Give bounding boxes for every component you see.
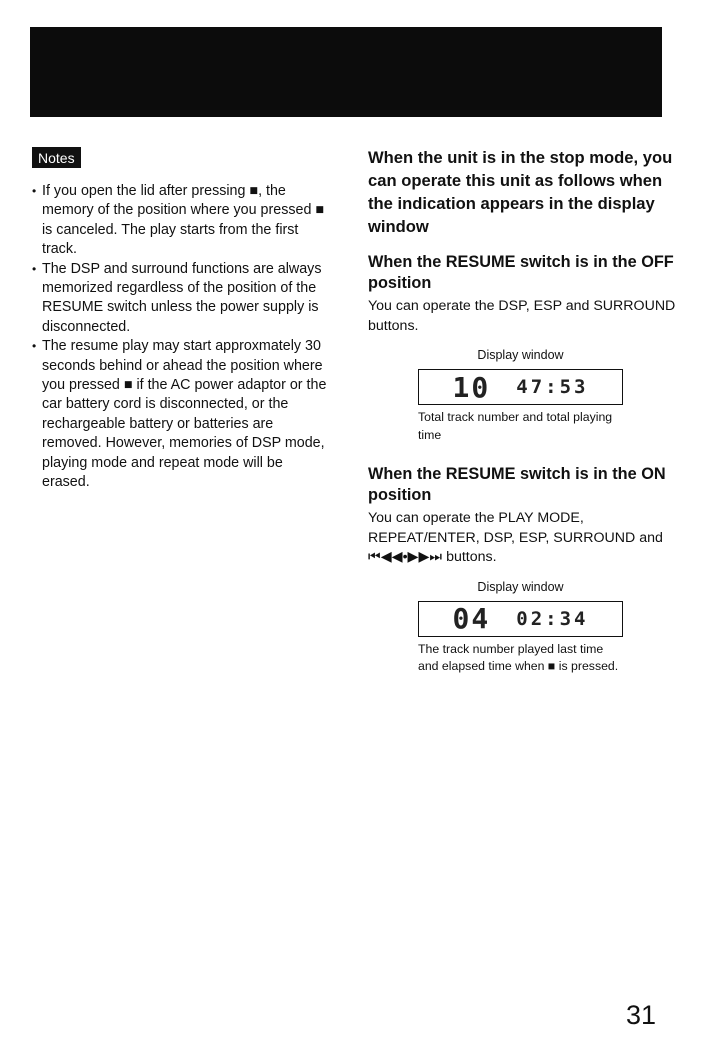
lcd-time: 02:34 bbox=[516, 607, 589, 630]
off-position-section bbox=[368, 252, 678, 444]
off-position-text: You can operate the DSP, ESP and SURROUND buttons. bbox=[368, 298, 676, 334]
note-item: • If you open the lid after pressing ■, the memory of the position where you pressed ■ is canceled. The play starts from the first track. bbox=[32, 182, 332, 260]
on-position-section bbox=[368, 464, 678, 676]
lcd-time: 47:53 bbox=[516, 376, 589, 398]
on-position-text: You can operate the PLAY MODE, REPEAT/ENTER, DSP, ESP, SURROUND and ⏮◀◀•▶▶⏭ buttons. bbox=[368, 510, 663, 565]
lcd-track-number: 04 bbox=[452, 602, 491, 635]
lcd-track-number: 10 bbox=[452, 370, 491, 404]
note-item: • The resume play may start approxmately 30 seconds behind or ahead the position where you pressed ■ if the AC power adaptor or the car battery cord is disconnected, or the rechargeable battery or batteries are removed. However, memories of DSP mode, playing mode and repeat mode will be erased. bbox=[32, 337, 332, 492]
display-window-label: Display window bbox=[477, 348, 564, 362]
display-window-label: Display window bbox=[477, 579, 564, 594]
off-display-caption: Total track number and total playing time bbox=[418, 410, 613, 442]
on-display-figure bbox=[418, 580, 623, 676]
off-display-figure bbox=[418, 348, 623, 444]
notes-section bbox=[32, 147, 332, 493]
off-position-heading: When the RESUME switch is in the OFF position bbox=[368, 253, 674, 292]
lcd-display-on bbox=[418, 601, 623, 637]
lcd-display-off bbox=[418, 369, 623, 405]
operation-section bbox=[368, 146, 678, 676]
page-number: 31 bbox=[626, 1000, 657, 1030]
on-position-heading: When the RESUME switch is in the ON position bbox=[368, 465, 666, 504]
header-banner bbox=[30, 27, 662, 117]
notes-list bbox=[32, 182, 332, 493]
on-display-caption: The track number played last time and elapsed time when ■ is pressed. bbox=[418, 641, 619, 673]
note-item: • The DSP and surround functions are always memorized regardless of the position of the RESUME switch unless the power supply is disconnected. bbox=[32, 260, 332, 338]
main-heading: When the unit is in the stop mode, you can operate this unit as follows when the indication appears in the display window bbox=[368, 148, 673, 236]
notes-label: Notes bbox=[32, 147, 81, 168]
